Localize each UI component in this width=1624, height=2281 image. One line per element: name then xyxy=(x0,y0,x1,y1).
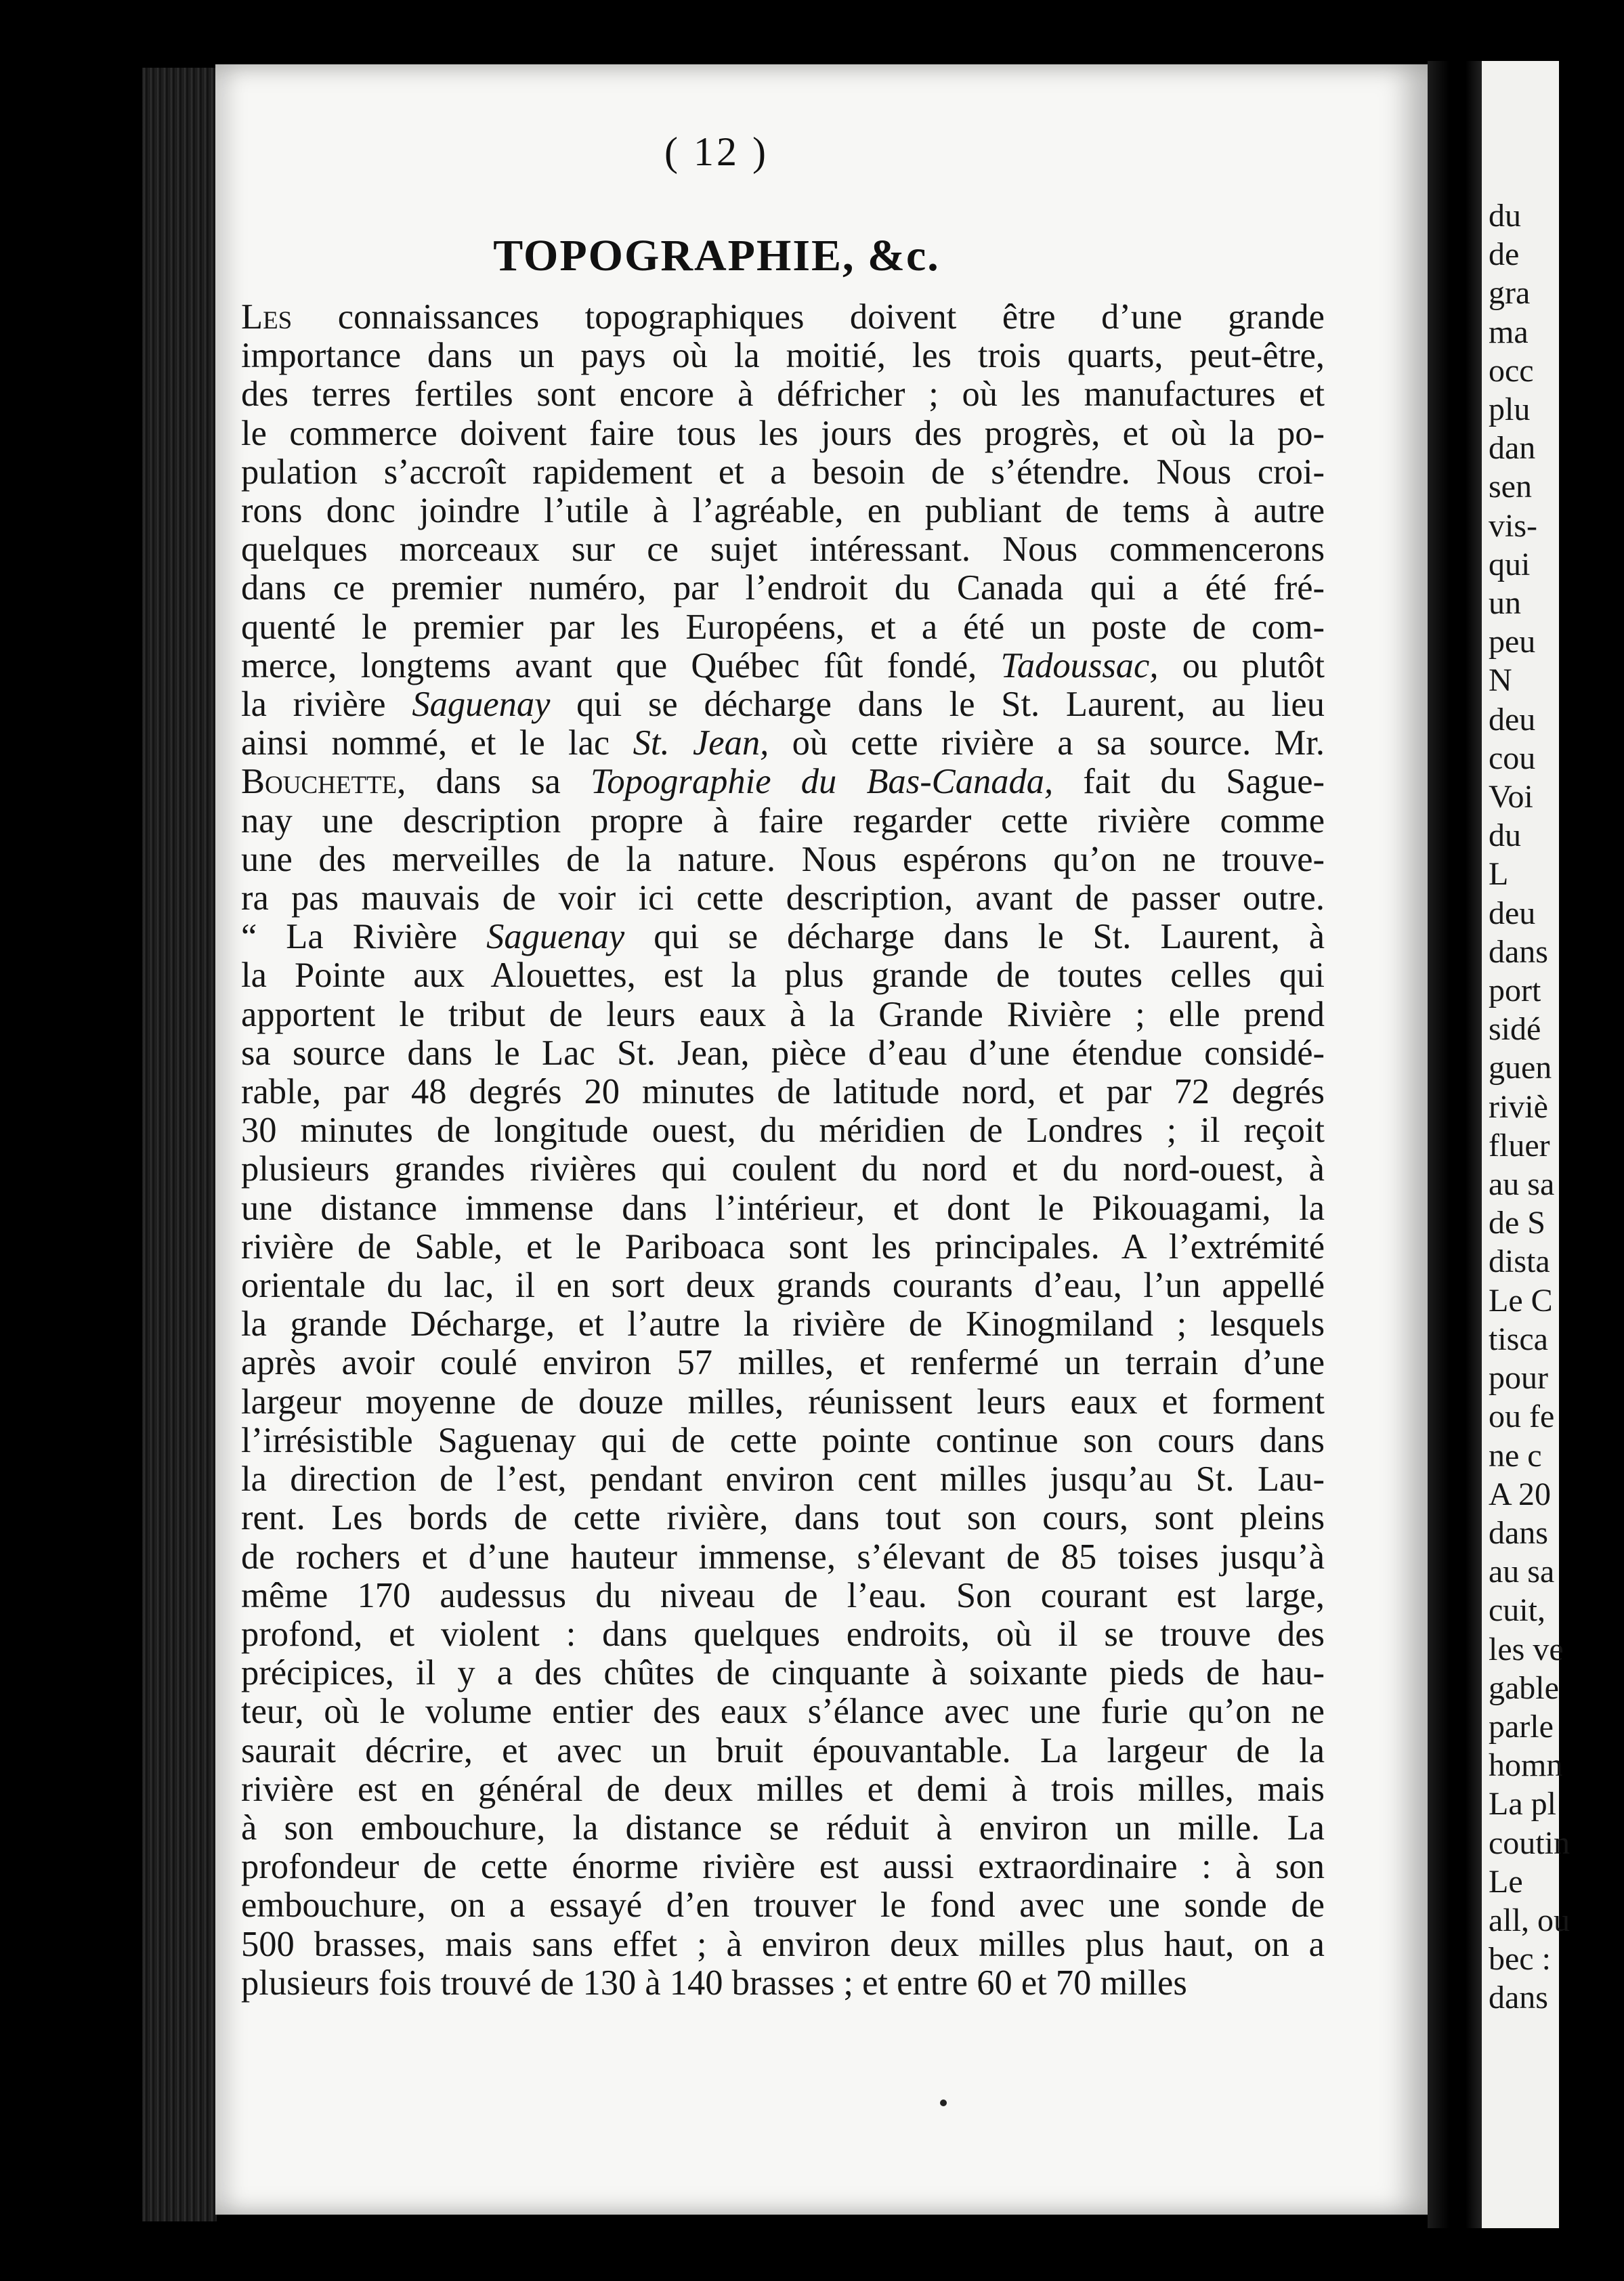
page-number: ( 12 ) xyxy=(664,129,769,174)
adjacent-text-fragment: L xyxy=(1489,856,1509,893)
adjacent-text-fragment: Voi xyxy=(1489,779,1533,815)
adjacent-text-fragment: gra xyxy=(1489,275,1531,312)
text-line: rons donc joindre l’utile à l’agréable, en publiant de tems à autre xyxy=(241,491,1325,531)
text-line: 500 brasses, mais sans effet ; à environ deux milles plus haut, on a xyxy=(241,1924,1325,1964)
text-line: Bouchette, dans sa Topographie du Bas-Canada, fait du Sague- xyxy=(241,762,1325,802)
text-line: précipices, il y a des chûtes de cinquante à soixante pieds de hau- xyxy=(241,1653,1325,1693)
text-line: même 170 audessus du niveau de l’eau. Son courant est large, xyxy=(241,1575,1325,1615)
adjacent-page-text xyxy=(1489,196,1624,2018)
text-line: teur, où le volume entier des eaux s’élance avec une furie qu’on ne xyxy=(241,1692,1325,1732)
text-line: rent. Les bords de cette rivière, dans tout son cours, sont pleins xyxy=(241,1498,1325,1538)
text-line: importance dans un pays où la moitié, les trois quarts, peut-être, xyxy=(241,336,1325,376)
text-line: orientale du lac, il en sort deux grands courants d’eau, l’un appellé xyxy=(241,1266,1325,1306)
adjacent-text-fragment: N xyxy=(1489,662,1512,699)
adjacent-text-fragment: au sa xyxy=(1489,1554,1555,1590)
adjacent-text-fragment: de xyxy=(1489,236,1520,273)
adjacent-text-fragment: deu xyxy=(1489,895,1536,931)
page-stack-edge xyxy=(142,68,217,2221)
text-line: la grande Décharge, et l’autre la rivière de Kinogmiland ; lesquels xyxy=(241,1304,1325,1344)
adjacent-text-fragment: peu xyxy=(1489,624,1536,660)
text-line: rable, par 48 degrés 20 minutes de latitude nord, et par 72 degrés xyxy=(241,1072,1325,1112)
adjacent-text-fragment: coutin xyxy=(1489,1825,1570,1861)
adjacent-text-fragment: un xyxy=(1489,585,1521,622)
text-line: le commerce doivent faire tous les jours des progrès, et où la po- xyxy=(241,413,1325,453)
section-heading: TOPOGRAPHIE, &c. xyxy=(493,231,940,280)
adjacent-text-fragment: au sa xyxy=(1489,1166,1555,1203)
body-text xyxy=(241,298,1325,2003)
adjacent-text-fragment: occ xyxy=(1489,352,1534,389)
adjacent-text-fragment: sen xyxy=(1489,469,1532,505)
text-line: plusieurs fois trouvé de 130 à 140 brasses ; et entre 60 et 70 milles xyxy=(241,1963,1187,2003)
text-line: pulation s’accroît rapidement et a besoin de s’étendre. Nous croi- xyxy=(241,452,1325,492)
adjacent-text-fragment: bec : xyxy=(1489,1941,1551,1978)
adjacent-text-fragment: dans xyxy=(1489,1980,1548,2016)
text-line: plusieurs grandes rivières qui coulent du nord et du nord-ouest, à xyxy=(241,1149,1325,1189)
text-line: à son embouchure, la distance se réduit à environ un mille. La xyxy=(241,1808,1325,1848)
adjacent-text-fragment: sidé xyxy=(1489,1011,1541,1048)
text-line: la direction de l’est, pendant environ cent milles jusqu’au St. Lau- xyxy=(241,1459,1325,1499)
adjacent-text-fragment: all, ou xyxy=(1489,1902,1570,1938)
text-line: ra pas mauvais de voir ici cette description, avant de passer outre. xyxy=(241,878,1325,918)
adjacent-text-fragment: de S xyxy=(1489,1205,1545,1241)
adjacent-text-fragment: du xyxy=(1489,198,1521,234)
text-line: l’irrésistible Saguenay qui de cette pointe continue son cours dans xyxy=(241,1420,1325,1460)
text-line: après avoir coulé environ 57 milles, et renfermé un terrain d’une xyxy=(241,1343,1325,1383)
text-line: rivière de Sable, et le Pariboaca sont les principales. A l’extrémité xyxy=(241,1227,1325,1266)
text-line: sa source dans le Lac St. Jean, pièce d’eau d’une étendue considé- xyxy=(241,1033,1325,1073)
adjacent-text-fragment: guen xyxy=(1489,1050,1552,1086)
adjacent-text-fragment: du xyxy=(1489,817,1521,854)
text-line: la rivière Saguenay qui se décharge dans le St. Laurent, au lieu xyxy=(241,685,1325,725)
text-line: dans ce premier numéro, par l’endroit du Canada qui a été fré- xyxy=(241,568,1325,608)
adjacent-text-fragment: dan xyxy=(1489,430,1536,467)
adjacent-text-fragment: ma xyxy=(1489,314,1529,350)
adjacent-text-fragment: parle xyxy=(1489,1708,1554,1745)
text-line: la Pointe aux Alouettes, est la plus grande de toutes celles qui xyxy=(241,956,1325,996)
text-line: rivière est en général de deux milles et demi à trois milles, mais xyxy=(241,1769,1325,1809)
text-line: Les connaissances topographiques doivent être d’une grande xyxy=(241,297,1325,337)
book-spine xyxy=(0,0,217,2281)
adjacent-text-fragment: tisca xyxy=(1489,1321,1548,1357)
text-line: “ La Rivière Saguenay qui se décharge dans le St. Laurent, à xyxy=(241,917,1325,957)
scanned-page xyxy=(215,64,1428,2215)
adjacent-text-fragment: cuit, xyxy=(1489,1592,1545,1629)
text-line: profond, et violent : dans quelques endroits, où il se trouve des xyxy=(241,1614,1325,1654)
adjacent-text-fragment: les ve xyxy=(1489,1631,1564,1667)
adjacent-text-fragment: ne c xyxy=(1489,1437,1542,1474)
adjacent-text-fragment: fluer xyxy=(1489,1127,1550,1164)
text-line: embouchure, on a essayé d’en trouver le fond avec une sonde de xyxy=(241,1885,1325,1925)
text-line: quelques morceaux sur ce sujet intéressant. Nous commencerons xyxy=(241,530,1325,570)
adjacent-text-fragment: cou xyxy=(1489,740,1536,776)
adjacent-text-fragment: Le C xyxy=(1489,1282,1553,1319)
text-line: largeur moyenne de douze milles, réunissent leurs eaux et forment xyxy=(241,1382,1325,1422)
adjacent-text-fragment: ou fe xyxy=(1489,1399,1555,1435)
adjacent-text-fragment: A 20 xyxy=(1489,1476,1552,1512)
text-line: quenté le premier par les Européens, et a été un poste de com- xyxy=(241,607,1325,647)
adjacent-text-fragment: gable xyxy=(1489,1669,1559,1706)
text-line: apportent le tribut de leurs eaux à la Grande Rivière ; elle prend xyxy=(241,994,1325,1034)
adjacent-text-fragment: homn xyxy=(1489,1747,1563,1784)
adjacent-text-fragment: dans xyxy=(1489,1514,1548,1551)
text-line: saurait décrire, et avec un bruit épouvantable. La largeur de la xyxy=(241,1730,1325,1770)
adjacent-text-fragment: vis- xyxy=(1489,507,1537,544)
text-line: profondeur de cette énorme rivière est aussi extraordinaire : à son xyxy=(241,1847,1325,1887)
adjacent-text-fragment: pour xyxy=(1489,1360,1548,1397)
adjacent-text-fragment: port xyxy=(1489,973,1541,1009)
adjacent-text-fragment: Le xyxy=(1489,1863,1523,1900)
adjacent-text-fragment: dista xyxy=(1489,1243,1550,1280)
adjacent-text-fragment: riviè xyxy=(1489,1088,1548,1125)
text-line: nay une description propre à faire regarder cette rivière comme xyxy=(241,801,1325,840)
text-line: de rochers et d’une hauteur immense, s’élevant de 85 toises jusqu’à xyxy=(241,1537,1325,1577)
ink-speck xyxy=(940,2099,947,2106)
adjacent-page xyxy=(1482,61,1570,2228)
text-line: 30 minutes de longitude ouest, du méridien de Londres ; il reçoit xyxy=(241,1111,1325,1151)
text-line: une distance immense dans l’intérieur, et dont le Pikouagami, la xyxy=(241,1188,1325,1228)
adjacent-text-fragment: deu xyxy=(1489,701,1536,738)
book-gutter xyxy=(1428,61,1482,2228)
adjacent-text-fragment: dans xyxy=(1489,933,1548,970)
text-line: des terres fertiles sont encore à défricher ; où les manufactures et xyxy=(241,375,1325,414)
text-line: merce, longtems avant que Québec fût fondé, Tadoussac, ou plutôt xyxy=(241,645,1325,685)
adjacent-text-fragment: plu xyxy=(1489,391,1531,428)
adjacent-text-fragment: qui xyxy=(1489,546,1531,582)
adjacent-text-fragment: La pl xyxy=(1489,1786,1556,1822)
text-line: une des merveilles de la nature. Nous espérons qu’on ne trouve- xyxy=(241,839,1325,879)
text-line: ainsi nommé, et le lac St. Jean, où cette rivière a sa source. Mr. xyxy=(241,723,1325,763)
